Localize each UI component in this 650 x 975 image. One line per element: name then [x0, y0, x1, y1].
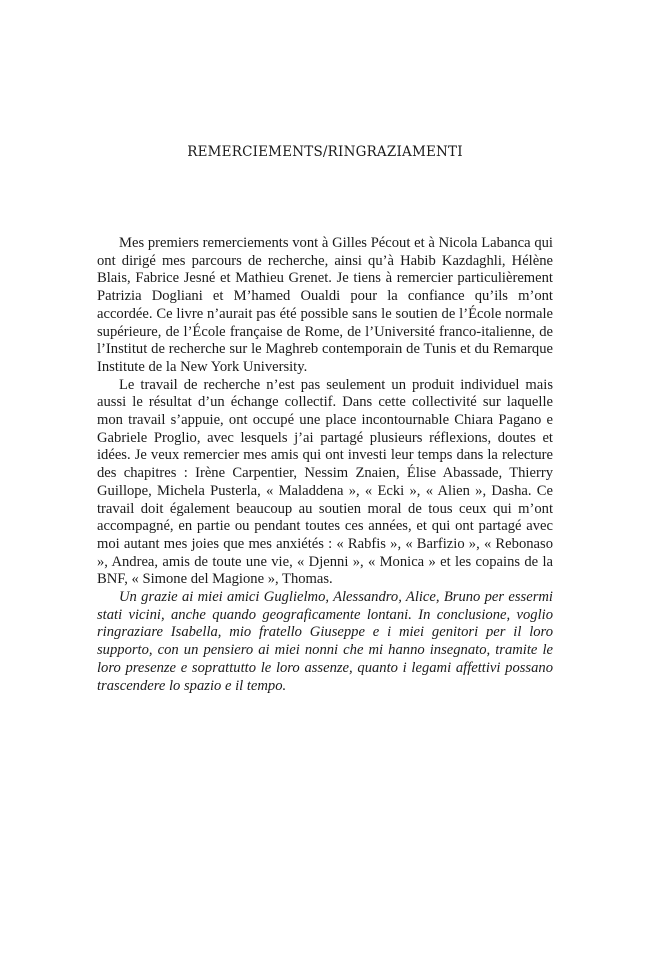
paragraph-italian: Un grazie ai miei amici Guglielmo, Alessandro, Alice, Bruno per essermi stati vicini, anche quando geograficamente lontani. In conclusione, voglio ringraziare Isabella, mio fratello Giuseppe e i miei genitori per il loro supporto, con un pensiero ai miei nonni che mi hanno insegnato, tramite le loro presenze e soprattutto le loro assenze, quanto i legami affettivi possano trascendere lo spazio e il tempo. [97, 589, 553, 694]
page-title: REMERCIEMENTS/RINGRAZIAMENTI [187, 144, 463, 160]
paragraph-french-1: Mes premiers remerciements vont à Gilles Pécout et à Nicola Labanca qui ont dirigé mes parcours de recherche, ainsi qu’à Habib Kazdaghli, Hélène Blais, Fabrice Jesné et Mathieu Grenet. Je tiens à remercier particulièrement Patrizia Dogliani et M’hamed Oualdi pour la confiance qu’ils m’ont accordée. Ce livre n’aurait pas été possible sans le soutien de l’École normale supérieure, de l’École française de Rome, de l’Université franco-italienne, de l’Institut de recherche sur le Maghreb contemporain de Tunis et du Remarque Institute de la New York University. [97, 235, 553, 375]
paragraph-french-2: Le travail de recherche n’est pas seulement un produit individuel mais aussi le résultat d’un échange collectif. Dans cette collectivité sur laquelle mon travail s’appuie, ont occupé une place incontournable Chiara Pagano e Gabriele Proglio, avec lesquels j’ai partagé plusieurs réflexions, doutes et idées. Je veux remercier mes amis qui ont investi leur temps dans la relecture des chapitres : Irène Carpentier, Nessim Znaien, Élise Abassade, Thierry Guillope, Michela Pusterla, « Maladdena », « Ecki », « Alien », Dasha. Ce travail doit également beaucoup au soutien moral de tous ceux qui m’ont accompagné, en partie ou pendant toutes ces années, et qui ont partagé avec moi autant mes joies que mes anxiétés : « Rabfis », « Barfizio », « Rebonaso », Andrea, amis de toute une vie, « Djenni », « Monica » et les copains de la BNF, « Simone del Magione », Thomas. [97, 376, 553, 588]
acknowledgements-body [97, 235, 553, 695]
